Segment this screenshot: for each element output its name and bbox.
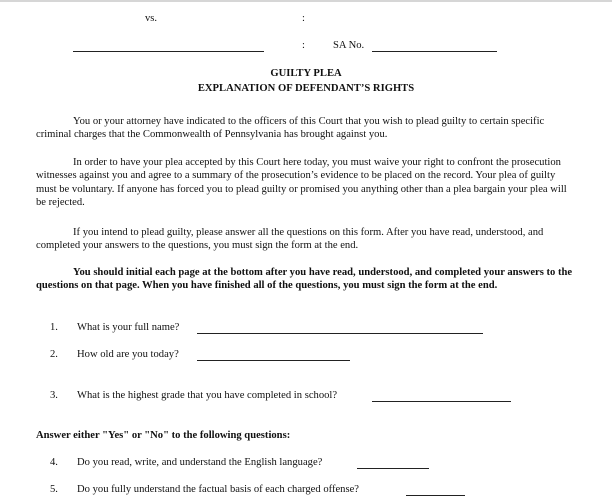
age-answer-field[interactable] <box>197 360 350 361</box>
initial-instruction: You should initial each page at the bottom after you have read, understood, and completed your answers to the questions on that page. When you have finished all of the questions, you must sign the form at the end. <box>36 267 573 292</box>
question-number: 1. <box>50 322 58 333</box>
caption-colon: : <box>302 40 305 51</box>
question-text: How old are you today? <box>77 349 179 360</box>
english-answer-field[interactable] <box>357 468 429 469</box>
question-number: 5. <box>50 484 58 495</box>
grade-answer-field[interactable] <box>372 401 511 402</box>
question-number: 3. <box>50 390 58 401</box>
question-text: Do you read, write, and understand the English language? <box>77 457 323 468</box>
factual-basis-answer-field[interactable] <box>406 495 465 496</box>
question-text: What is your full name? <box>77 322 180 333</box>
instructions-paragraph: If you intend to plead guilty, please answer all the questions on this form. After you have read, understood, and completed your answers to the questions, you must sign the form at the end. <box>36 227 544 252</box>
question-text: Do you fully understand the factual basis of each charged offense? <box>77 484 360 495</box>
waiver-paragraph: In order to have your plea accepted by this Court here today, you must waive your right to confront the prosecution witnesses against you and agree to a summary of the prosecution’s evidence to be placed on the record. Your plea of guilty must be voluntary. If anyone has forced you to plead guilty or promised you anything other than a plea bargain your plea will be rejected. <box>36 157 567 209</box>
document-subtitle: EXPLANATION OF DEFENDANT’S RIGHTS <box>197 83 415 94</box>
caption-colon: : <box>302 13 305 24</box>
yes-no-heading: Answer either "Yes" or "No" to the following questions: <box>36 430 291 441</box>
full-name-answer-field[interactable] <box>197 333 483 334</box>
question-number: 2. <box>50 349 58 360</box>
intro-paragraph: You or your attorney have indicated to the officers of this Court that you wish to plead guilty to certain specific criminal charges that the Commonwealth of Pennsylvania has brought against you. <box>36 116 545 141</box>
defendant-name-field[interactable] <box>73 51 264 52</box>
previous-page-edge <box>0 0 612 2</box>
caption-vs: vs. <box>145 13 158 24</box>
sa-number-field[interactable] <box>372 51 497 52</box>
question-number: 4. <box>50 457 58 468</box>
question-text: What is the highest grade that you have completed in school? <box>77 390 338 401</box>
document-title: GUILTY PLEA <box>270 68 342 79</box>
sa-number-label: SA No. <box>333 40 365 51</box>
